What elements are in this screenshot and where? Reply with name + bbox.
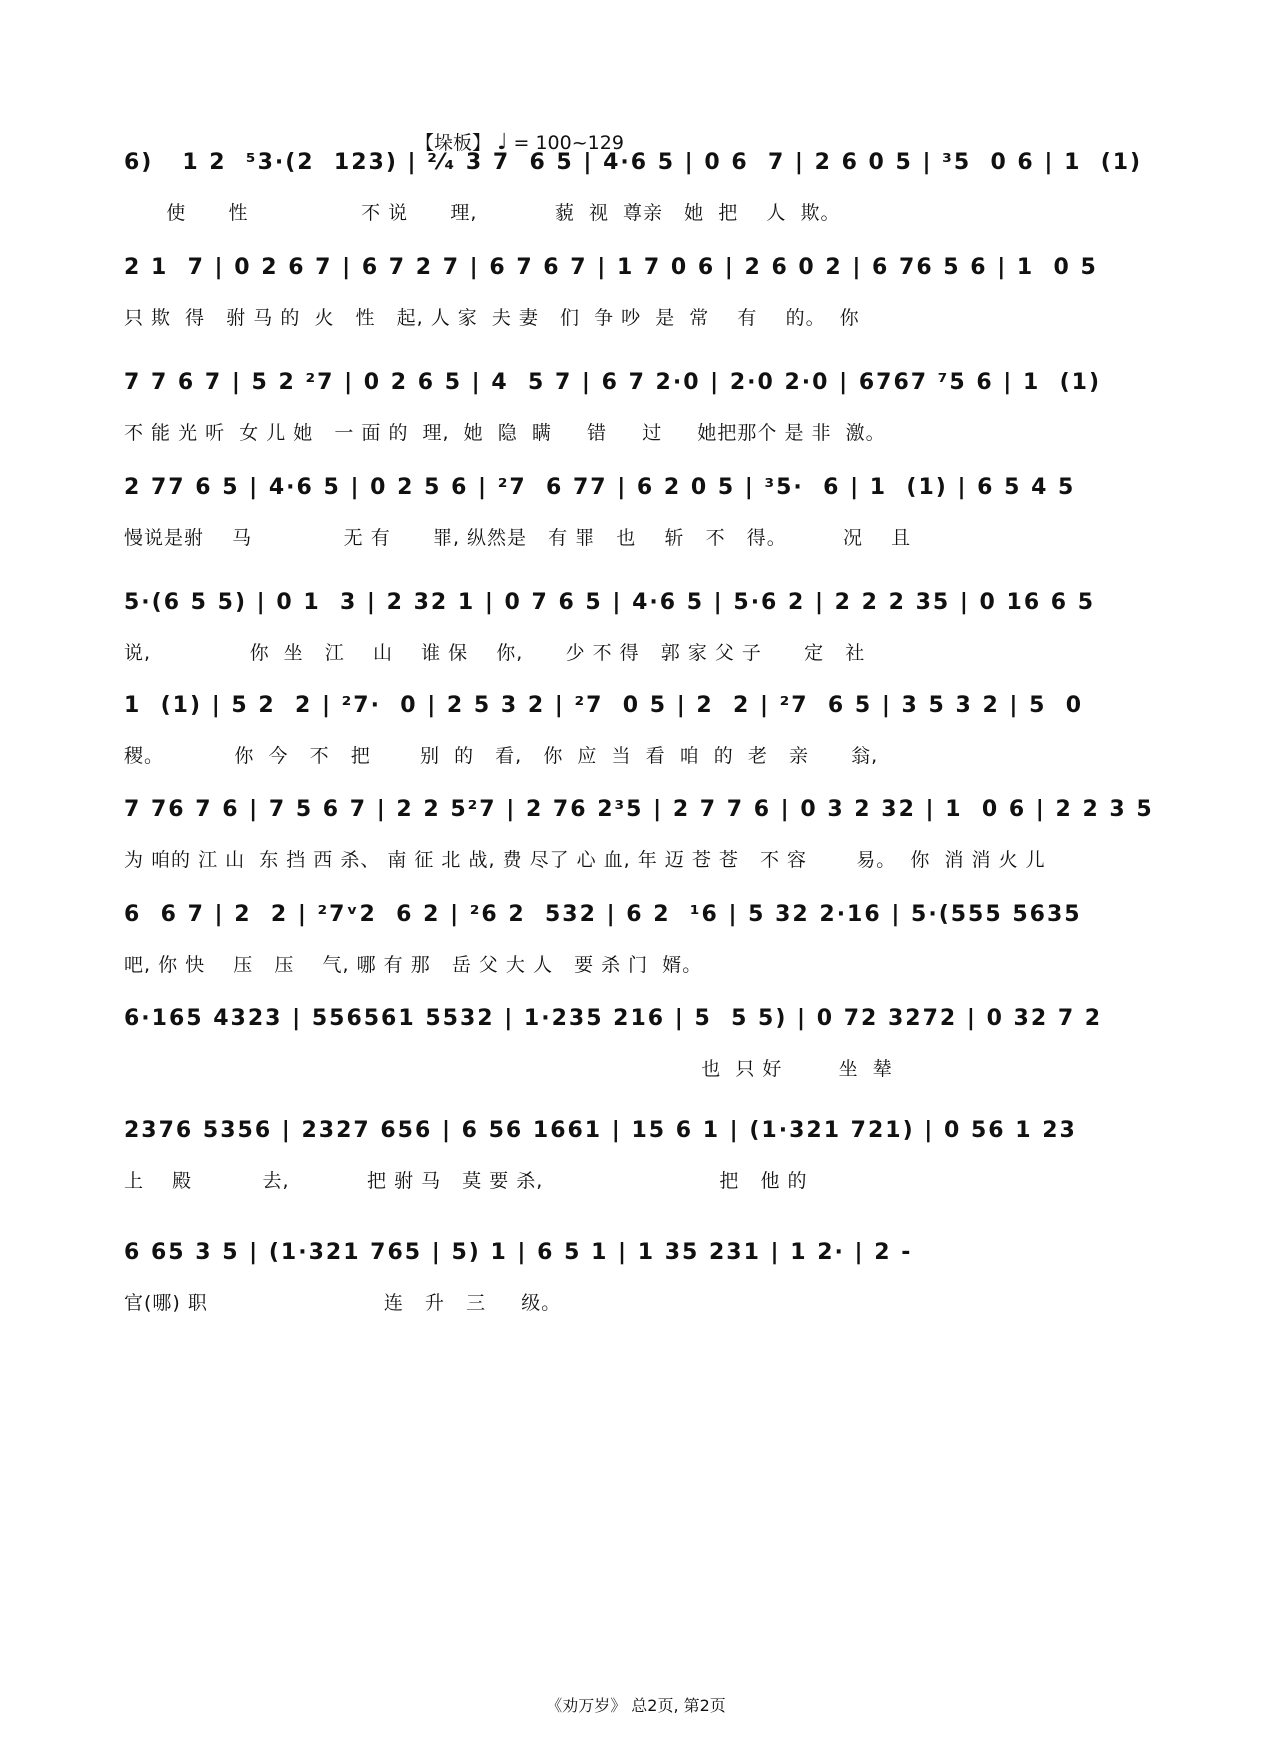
tempo-bpm: = 100~129 (513, 132, 624, 154)
lyric-line: 慢说是驸 马 无 有 罪, 纵然是 有 罪 也 斩 不 得。 况 且 (124, 527, 912, 549)
section-label: 【垛板】 (415, 132, 492, 154)
lyric-line: 不 能 光 听 女 儿 她 一 面 的 理, 她 隐 瞒 错 过 她把那个 是 非 激。 (124, 422, 886, 444)
page-footer: 《劝万岁》 总2页, 第2页 (546, 1696, 726, 1715)
notation-line: 7 7 6 7 | 5 2 ²7 | 0 2 6 5 | 4 5 7 | 6 7 2·0 | 2·0 2·0 | 6767 ⁷5 6 | 1 (1) (124, 370, 1102, 395)
notation-line: 6) 1 2 ⁵3·(2 123) | ²⁄₄ 3 7 6 5 | 4·6 5 | 0 6 7 | 2 6 0 5 | ³5 0 6 | 1 (1) (124, 150, 1143, 175)
notation-line: 1 (1) | 5 2 2 | ²7· 0 | 2 5 3 2 | ²7 0 5 | 2 2 | ²7 6 5 | 3 5 3 2 | 5 0 (124, 693, 1084, 718)
notation-line: 2 1 7 | 0 2 6 7 | 6 7 2 7 | 6 7 6 7 | 1 7 0 6 | 2 6 0 2 | 6 76 5 6 | 1 0 5 (124, 255, 1098, 280)
lyric-line: 稷。 你 今 不 把 别 的 看, 你 应 当 看 咱 的 老 亲 翁, (124, 745, 879, 767)
notation-line: 6 6 7 | 2 2 | ²7ᵛ2 6 2 | ²6 2 532 | 6 2 ¹6 | 5 32 2·16 | 5·(555 5635 (124, 902, 1082, 927)
notation-line: 2 77 6 5 | 4·6 5 | 0 2 5 6 | ²7 6 77 | 6 2 0 5 | ³5· 6 | 1 (1) | 6 5 4 5 (124, 475, 1076, 500)
notation-line: 7 76 7 6 | 7 5 6 7 | 2 2 5²7 | 2 76 2³5 | 2 7 7 6 | 0 3 2 32 | 1 0 6 | 2 2 3 5 (124, 797, 1154, 822)
lyric-line: 使 性 不 说 理, 藐 视 尊亲 她 把 人 欺。 (124, 202, 841, 224)
lyric-line: 也 只 好 坐 辇 (124, 1058, 893, 1080)
quarter-note-icon: ♩ (497, 130, 508, 155)
lyric-line: 上 殿 去, 把 驸 马 莫 要 杀, 把 他 的 (124, 1170, 808, 1192)
notation-line: 2376 5356 | 2327 656 | 6 56 1661 | 15 6 1 | (1·321 721) | 0 56 1 23 (124, 1118, 1077, 1143)
notation-line: 5·(6 5 5) | 0 1 3 | 2 32 1 | 0 7 6 5 | 4·6 5 | 5·6 2 | 2 2 2 35 | 0 16 6 5 (124, 590, 1096, 615)
lyric-line: 官(哪) 职 连 升 三 级。 (124, 1292, 562, 1314)
lyric-line: 说, 你 坐 江 山 谁 保 你, 少 不 得 郭 家 父 子 定 社 (124, 642, 866, 664)
lyric-line: 只 欺 得 驸 马 的 火 性 起, 人 家 夫 妻 们 争 吵 是 常 有 的。 你 (124, 307, 860, 329)
notation-line: 6·165 4323 | 556561 5532 | 1·235 216 | 5 5 5) | 0 72 3272 | 0 32 7 2 (124, 1006, 1103, 1031)
lyric-line: 为 咱的 江 山 东 挡 西 杀、 南 征 北 战, 费 尽了 心 血, 年 迈 苍 苍 不 容 易。 你 消 消 火 儿 (124, 849, 1046, 871)
notation-line: 6 65 3 5 | (1·321 765 | 5) 1 | 6 5 1 | 1 35 231 | 1 2· | 2 - (124, 1240, 913, 1265)
lyric-line: 吧, 你 快 压 压 气, 哪 有 那 岳 父 大 人 要 杀 门 婿。 (124, 954, 703, 976)
